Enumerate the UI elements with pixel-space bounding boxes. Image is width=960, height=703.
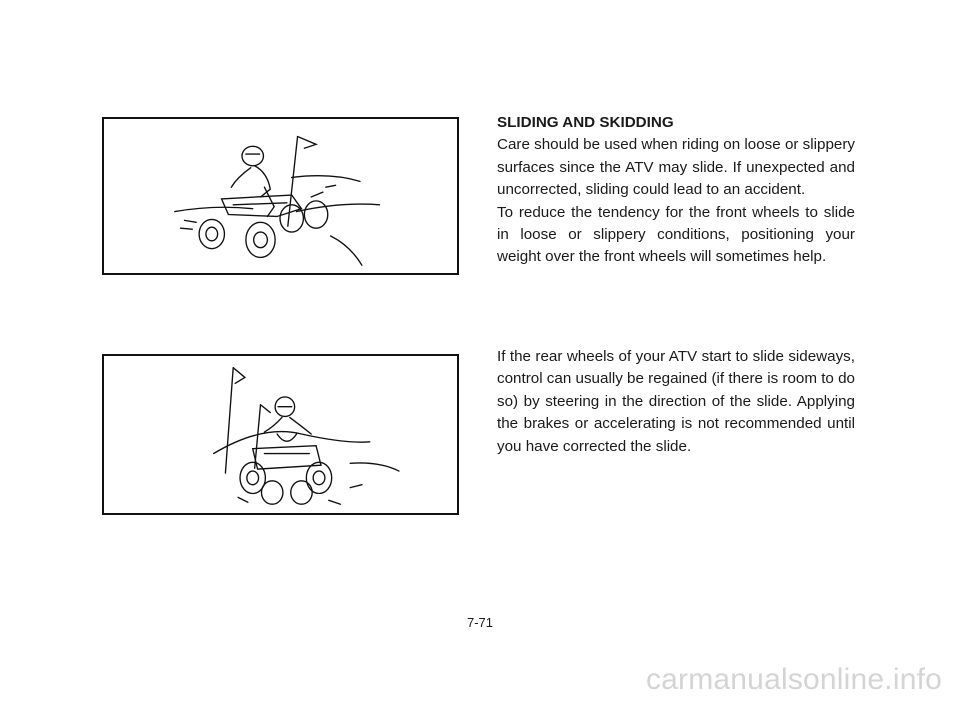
paragraph: Care should be used when riding on loose or slippery surfaces since the ATV may slide. If unexpected and uncorrected, sliding could lead to an accident. <box>497 136 855 199</box>
paragraph: To reduce the tendency for the front wheels to slide in loose or slippery conditions, positioning your weight over the front wheels will sometimes help. <box>497 203 855 266</box>
section-heading: SLIDING AND SKIDDING <box>497 114 674 131</box>
sliding-skidding-section <box>497 112 855 269</box>
atv-rider-sliding-icon <box>104 119 457 273</box>
atv-rider-rear-slide-icon <box>104 356 457 513</box>
page-number: 7-71 <box>466 615 494 630</box>
rear-slide-section <box>497 346 855 458</box>
watermark: carmanualsonline.info <box>645 663 942 696</box>
atv-sliding-figure <box>102 117 459 275</box>
atv-rear-slide-figure <box>102 354 459 515</box>
paragraph: If the rear wheels of your ATV start to slide sideways, control can usually be regained (if there is room to do so) by steering in the direction of the slide. Applying the brakes or accelerating is not recommended until you have corrected the slide. <box>497 348 855 455</box>
